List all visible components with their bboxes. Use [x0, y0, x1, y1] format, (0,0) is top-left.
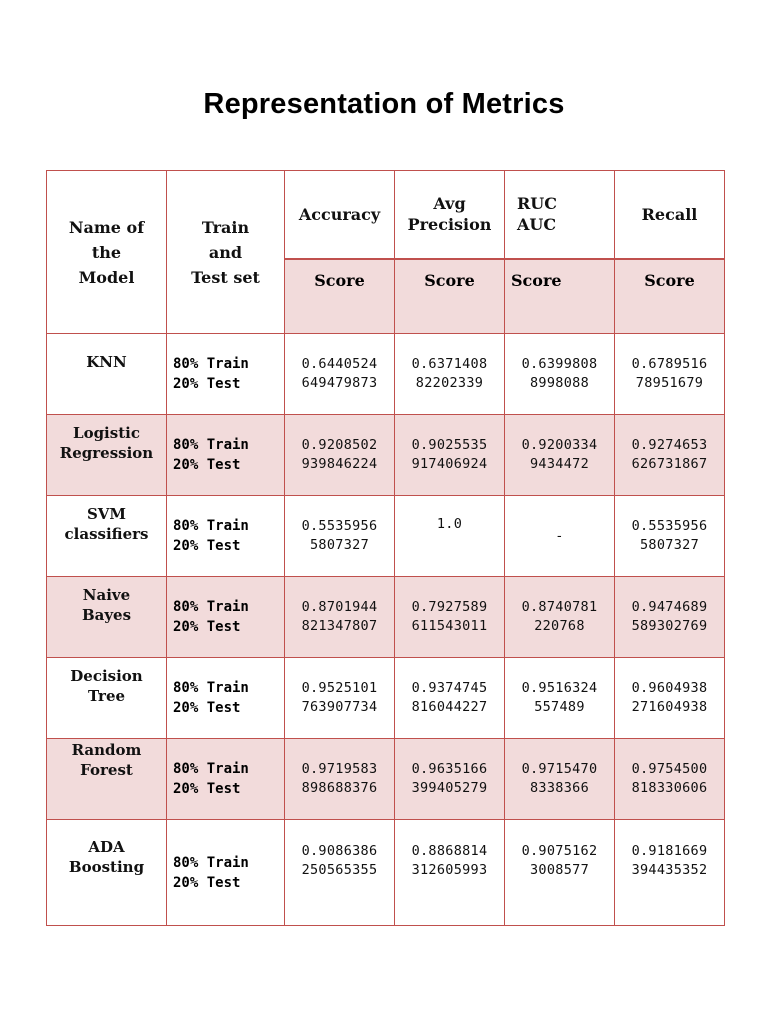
- model-name: KNN: [47, 334, 167, 415]
- header-split: Train and Test set: [167, 171, 285, 334]
- split-cell: 80% Train 20% Test: [167, 415, 285, 496]
- recall-value: 0.9274653 626731867: [615, 415, 725, 496]
- recall-value: 0.9754500 818330606: [615, 739, 725, 820]
- header-model: Name of the Model: [47, 171, 167, 334]
- precision-value: 0.9635166 399405279: [395, 739, 505, 820]
- header-row: [47, 171, 725, 259]
- recall-value: 0.9604938 271604938: [615, 658, 725, 739]
- table-row: [47, 658, 725, 739]
- accuracy-value: 0.6440524 649479873: [285, 334, 395, 415]
- accuracy-value: 0.9719583 898688376: [285, 739, 395, 820]
- precision-value: 0.6371408 82202339: [395, 334, 505, 415]
- recall-value: 0.5535956 5807327: [615, 496, 725, 577]
- split-cell: 80% Train 20% Test: [167, 334, 285, 415]
- table-row: [47, 739, 725, 820]
- rocauc-value: 0.9075162 3008577: [505, 820, 615, 926]
- table-row: [47, 820, 725, 926]
- rocauc-value: -: [505, 496, 615, 577]
- score-recall: Score: [615, 259, 725, 334]
- precision-value: 0.9025535 917406924: [395, 415, 505, 496]
- accuracy-value: 0.5535956 5807327: [285, 496, 395, 577]
- accuracy-value: 0.9086386 250565355: [285, 820, 395, 926]
- metrics-table: [46, 170, 725, 926]
- score-accuracy: Score: [285, 259, 395, 334]
- model-name: Decision Tree: [47, 658, 167, 739]
- header-precision: Avg Precision: [395, 171, 505, 259]
- rocauc-value: 0.8740781 220768: [505, 577, 615, 658]
- score-rocauc: Score: [505, 259, 615, 334]
- recall-value: 0.9474689 589302769: [615, 577, 725, 658]
- table-row: [47, 415, 725, 496]
- model-name: ADA Boosting: [47, 820, 167, 926]
- precision-value: 0.9374745 816044227: [395, 658, 505, 739]
- precision-value: 0.7927589 611543011: [395, 577, 505, 658]
- header-accuracy: Accuracy: [285, 171, 395, 259]
- rocauc-value: 0.6399808 8998088: [505, 334, 615, 415]
- rocauc-value: 0.9200334 9434472: [505, 415, 615, 496]
- model-name: Naive Bayes: [47, 577, 167, 658]
- split-cell: 80% Train 20% Test: [167, 577, 285, 658]
- rocauc-value: 0.9516324 557489: [505, 658, 615, 739]
- score-precision: Score: [395, 259, 505, 334]
- precision-value: 1.0: [395, 496, 505, 577]
- split-cell: 80% Train 20% Test: [167, 496, 285, 577]
- model-name: Logistic Regression: [47, 415, 167, 496]
- split-cell: 80% Train 20% Test: [167, 658, 285, 739]
- table-row: [47, 577, 725, 658]
- table-row: [47, 334, 725, 415]
- model-name: Random Forest: [47, 739, 167, 820]
- header-recall: Recall: [615, 171, 725, 259]
- split-cell: 80% Train 20% Test: [167, 820, 285, 926]
- table-row: [47, 496, 725, 577]
- accuracy-value: 0.9208502 939846224: [285, 415, 395, 496]
- precision-value: 0.8868814 312605993: [395, 820, 505, 926]
- accuracy-value: 0.9525101 763907734: [285, 658, 395, 739]
- recall-value: 0.9181669 394435352: [615, 820, 725, 926]
- rocauc-value: 0.9715470 8338366: [505, 739, 615, 820]
- header-rocauc: RUC AUC: [505, 171, 615, 259]
- model-name: SVM classifiers: [47, 496, 167, 577]
- split-cell: 80% Train 20% Test: [167, 739, 285, 820]
- accuracy-value: 0.8701944 821347807: [285, 577, 395, 658]
- page-title: Representation of Metrics: [203, 88, 565, 120]
- recall-value: 0.6789516 78951679: [615, 334, 725, 415]
